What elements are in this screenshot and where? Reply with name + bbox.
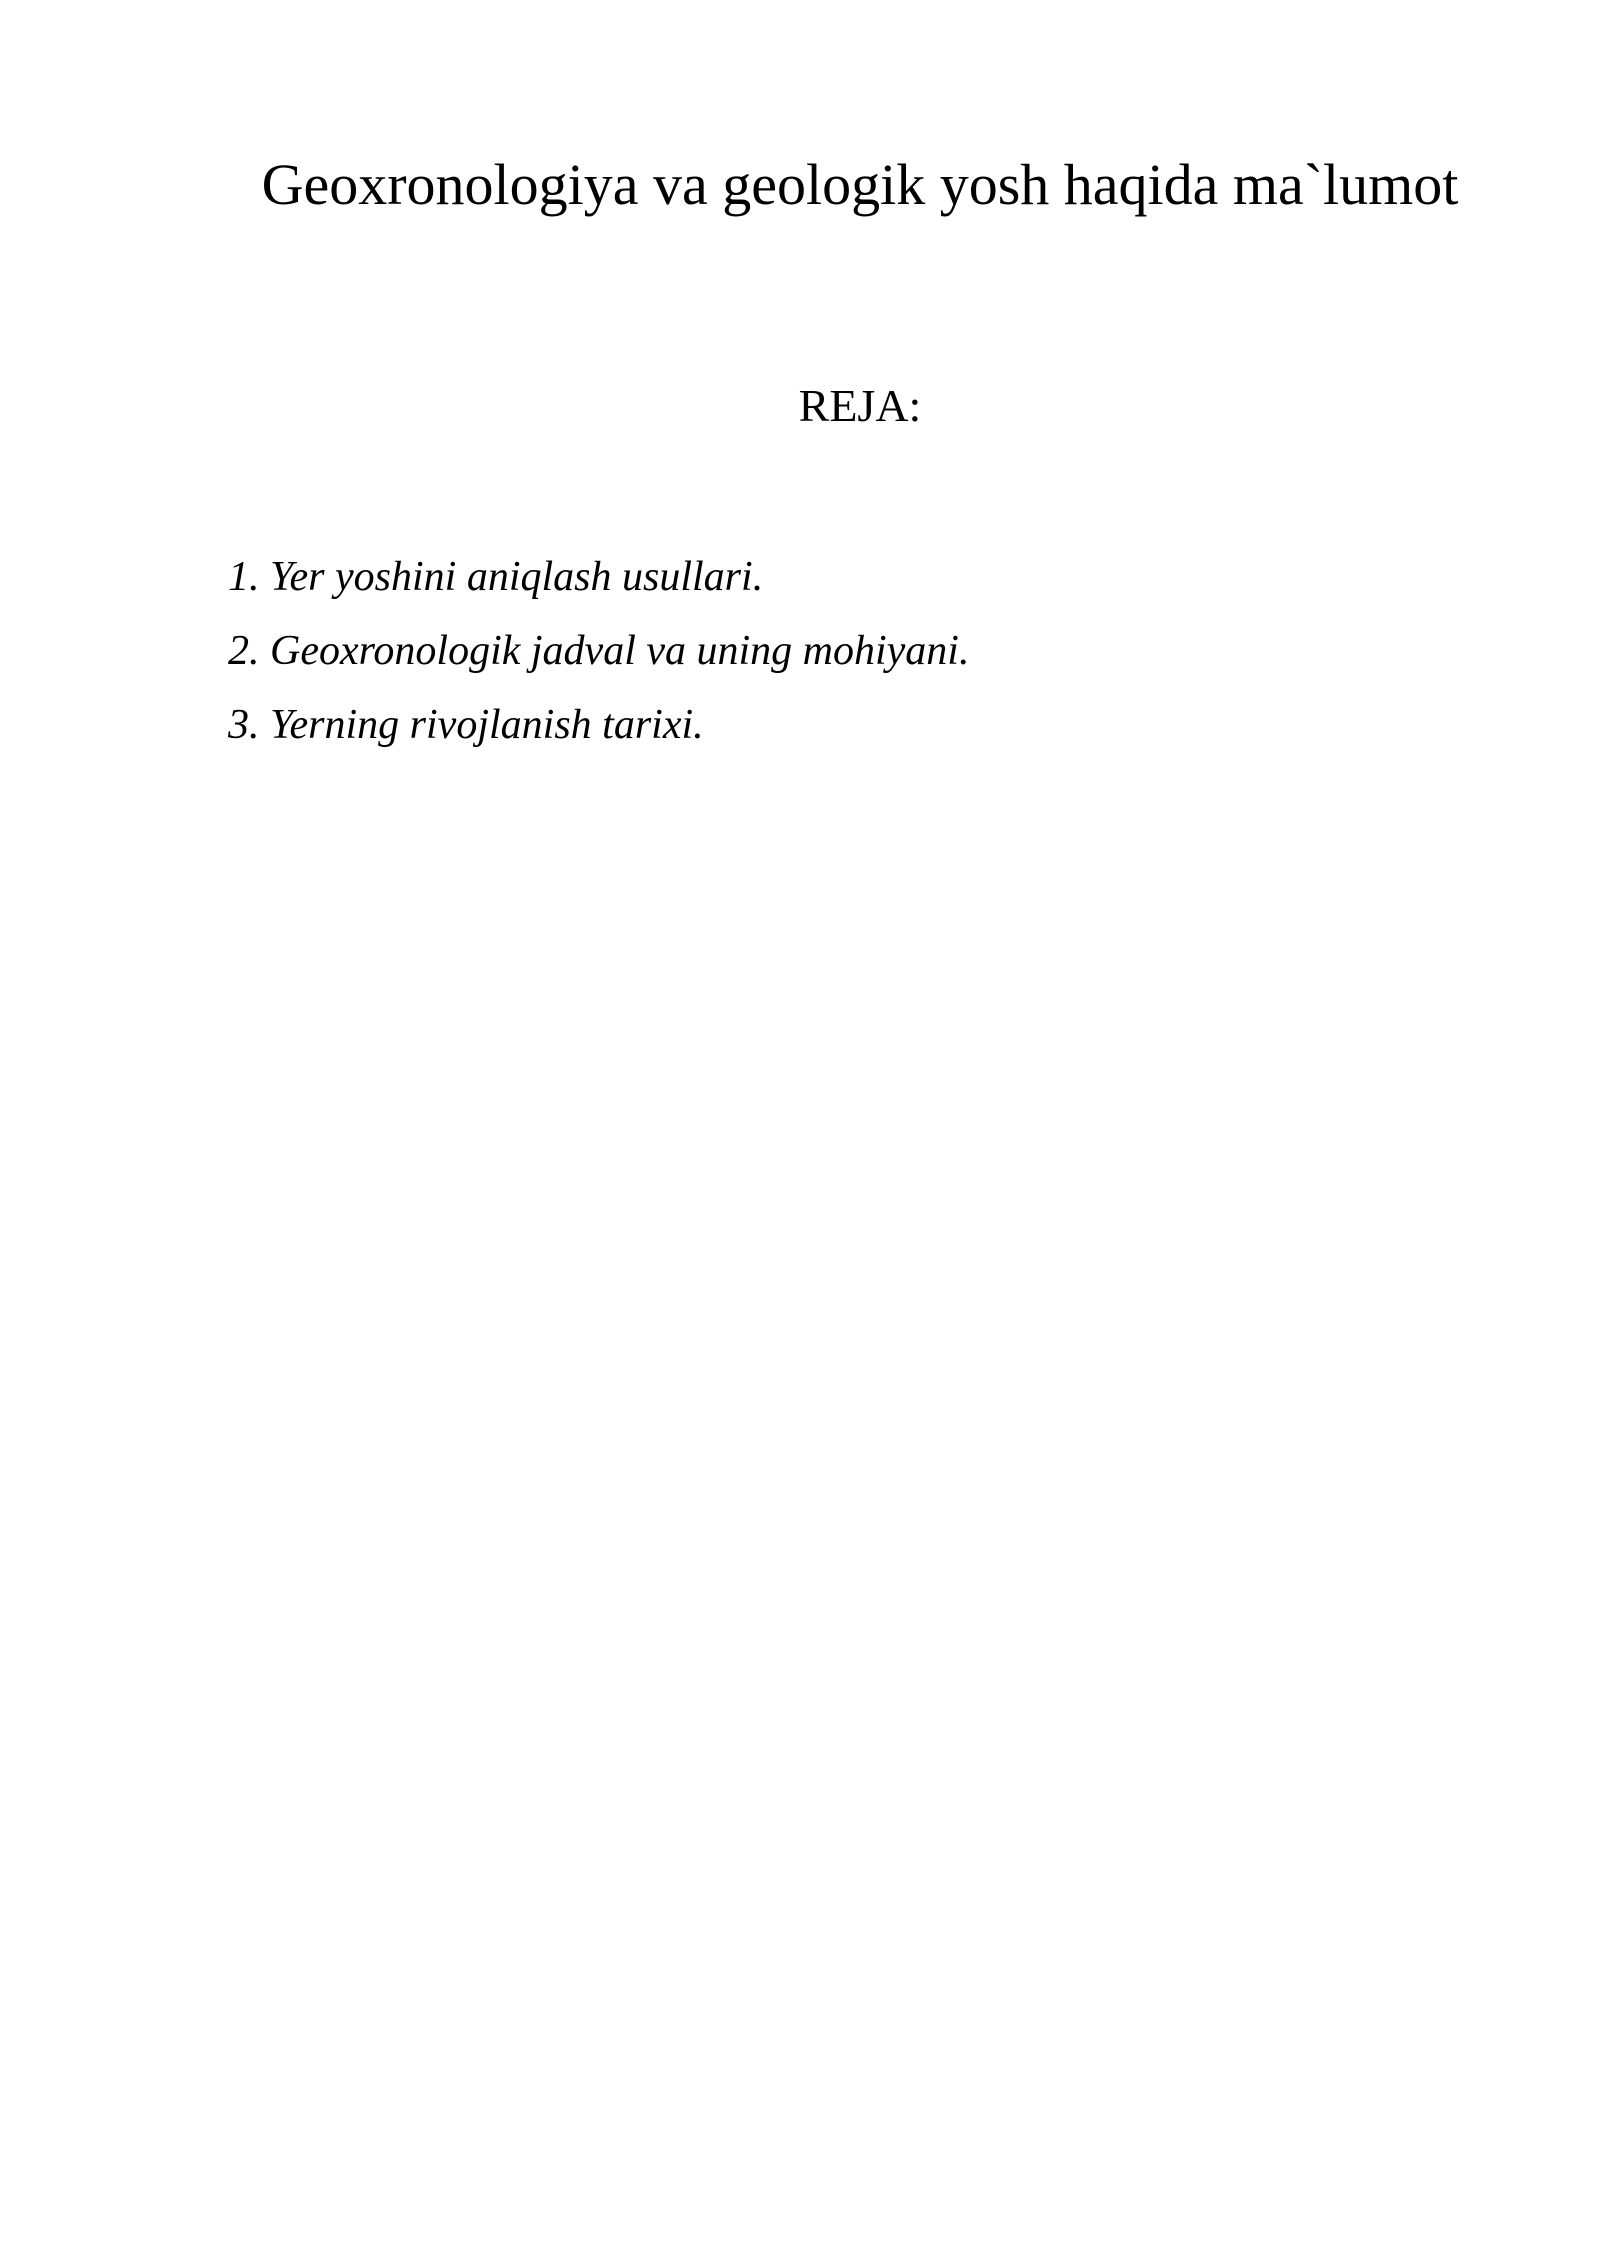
plan-list [228, 540, 969, 762]
plan-item: 3. Yerning rivojlanish tarixi. [228, 702, 704, 748]
document-title: Geoxronologiya va geologik yosh haqida ma`lumot [261, 152, 1459, 217]
plan-heading: REJA: [798, 380, 922, 431]
plan-item: 2. Geoxronologik jadval va uning mohiyani. [228, 628, 970, 674]
plan-item: 1. Yer yoshini aniqlash usullari. [228, 554, 764, 600]
